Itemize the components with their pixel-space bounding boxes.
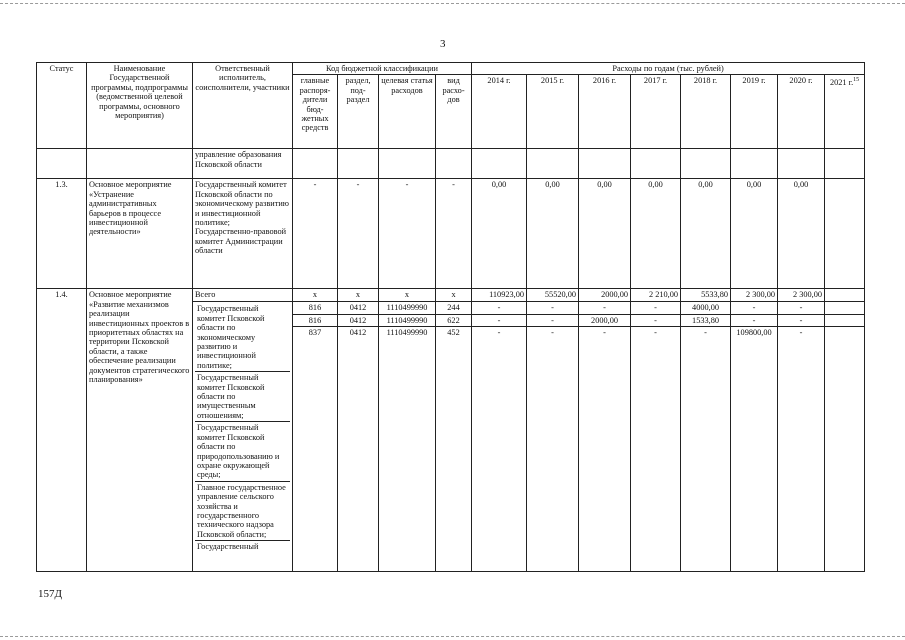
table-row (37, 179, 865, 289)
value-cell: - (631, 302, 681, 314)
executor-item: Государственный комитет Псковской области по природопользованию и охране окружающей среды; (195, 422, 290, 481)
code-cell: - (338, 179, 379, 289)
value-cell: - (472, 302, 527, 314)
value-cell: - (527, 327, 579, 572)
code-cell: 452 (436, 327, 472, 572)
value-cell: - (579, 327, 631, 572)
value-cell: - (527, 314, 579, 326)
value-cell (825, 179, 865, 289)
value-cell: - (778, 327, 825, 572)
code-cell: 1110499990 (379, 302, 436, 314)
value-cell: 1533,80 (681, 314, 731, 326)
code-cell: x (293, 289, 338, 302)
code-cell: 244 (436, 302, 472, 314)
code-cell: 0412 (338, 327, 379, 572)
executor-cell: Государственный комитет Псковской области по экономическому развитию и инвестиционной политике; Государственно-правовой комитет Администрации области (193, 179, 293, 289)
header-code-target: целевая статья расходов (379, 75, 436, 149)
value-cell: 0,00 (731, 179, 778, 289)
executor-item: Государственный комитет Псковской области по имущественным отношениям; (195, 372, 290, 422)
header-expenses: Расходы по годам (тыс. рублей) (472, 63, 865, 75)
value-cell (825, 327, 865, 572)
value-cell: 0,00 (579, 179, 631, 289)
value-cell: - (631, 314, 681, 326)
code-cell: 622 (436, 314, 472, 326)
status-cell: 1.3. (37, 179, 87, 289)
header-name: Наименование Государственной программы, подпрограммы (ведомственной целевой программы, основного мероприятия) (87, 63, 193, 149)
header-row (37, 63, 865, 75)
value-cell: 110923,00 (472, 289, 527, 302)
code-cell: 816 (293, 302, 338, 314)
header-year: 2014 г. (472, 75, 527, 149)
header-year: 2015 г. (527, 75, 579, 149)
value-cell (825, 302, 865, 314)
header-year: 2017 г. (631, 75, 681, 149)
header-year: 2019 г. (731, 75, 778, 149)
executor-total-cell: Всего (193, 289, 293, 302)
executor-item: Государственный (197, 542, 259, 552)
header-year: 2016 г. (579, 75, 631, 149)
value-cell: 2 210,00 (631, 289, 681, 302)
header-year: 2020 г. (778, 75, 825, 149)
value-cell: 2000,00 (579, 289, 631, 302)
code-cell: 816 (293, 314, 338, 326)
executor-cell: управление образования Псковской области (193, 149, 293, 179)
value-cell: 0,00 (778, 179, 825, 289)
value-cell: - (631, 327, 681, 572)
code-cell: - (436, 179, 472, 289)
value-cell: - (472, 327, 527, 572)
table-row-total (37, 289, 865, 302)
footnote-ref: 15 (853, 77, 860, 84)
value-cell: - (579, 302, 631, 314)
code-cell: 1110499990 (379, 327, 436, 572)
header-year: 2018 г. (681, 75, 731, 149)
value-cell: 0,00 (631, 179, 681, 289)
header-year-label: 2021 г. (829, 78, 854, 88)
executors-cell (193, 302, 293, 572)
code-cell: 1110499990 (379, 314, 436, 326)
value-cell: - (731, 302, 778, 314)
value-cell: 2 300,00 (778, 289, 825, 302)
page-number: 3 (440, 38, 446, 50)
header-year-2021 (825, 75, 865, 149)
value-cell: 4000,00 (681, 302, 731, 314)
code-cell: - (293, 179, 338, 289)
value-cell: 0,00 (681, 179, 731, 289)
name-cell: Основное мероприятие «Развитие механизмов реализации инвестиционных проектов в приоритетных областях на территории Псковской области, а также обеспечение реализации документов стратегического планирования» (87, 289, 193, 572)
value-cell: - (527, 302, 579, 314)
value-cell: 0,00 (527, 179, 579, 289)
value-cell: 2000,00 (579, 314, 631, 326)
value-cell (825, 289, 865, 302)
status-cell: 1.4. (37, 289, 87, 572)
code-cell: x (338, 289, 379, 302)
header-code-main-manager: главные распоря-дители бюд-жетных средств (293, 75, 338, 149)
header-budget-codes: Код бюджетной классификации (293, 63, 472, 75)
value-cell: 0,00 (472, 179, 527, 289)
budget-table (36, 62, 865, 572)
value-cell: - (778, 314, 825, 326)
value-cell (825, 314, 865, 326)
value-cell: 2 300,00 (731, 289, 778, 302)
scan-edge-bottom (0, 636, 905, 637)
header-executor: Ответственный исполнитель, соисполнители, участники (193, 63, 293, 149)
header-code-section: раздел, под-раздел (338, 75, 379, 149)
header-status: Статус (37, 63, 87, 149)
executor-item: Государственный комитет Псковской области по экономическому развитию и инвестиционной политике; (195, 303, 290, 372)
value-cell: 55520,00 (527, 289, 579, 302)
header-code-type: вид расхо-дов (436, 75, 472, 149)
code-cell: x (379, 289, 436, 302)
value-cell: - (731, 314, 778, 326)
continuation-row (37, 149, 865, 179)
code-cell: 0412 (338, 314, 379, 326)
code-cell: x (436, 289, 472, 302)
name-cell: Основное мероприятие «Устранение административных барьеров в процессе инвестиционной деятельности» (87, 179, 193, 289)
executor-item: Главное государственное управление сельского хозяйства и государственного технического надзора Псковской области; (195, 482, 290, 541)
value-cell: 109800,00 (731, 327, 778, 572)
value-cell: 5533,80 (681, 289, 731, 302)
code-cell: - (379, 179, 436, 289)
code-cell: 0412 (338, 302, 379, 314)
document-code: 157Д (38, 588, 63, 600)
code-cell: 837 (293, 327, 338, 572)
value-cell: - (778, 302, 825, 314)
value-cell: - (472, 314, 527, 326)
scan-edge-top (0, 3, 905, 4)
value-cell: - (681, 327, 731, 572)
